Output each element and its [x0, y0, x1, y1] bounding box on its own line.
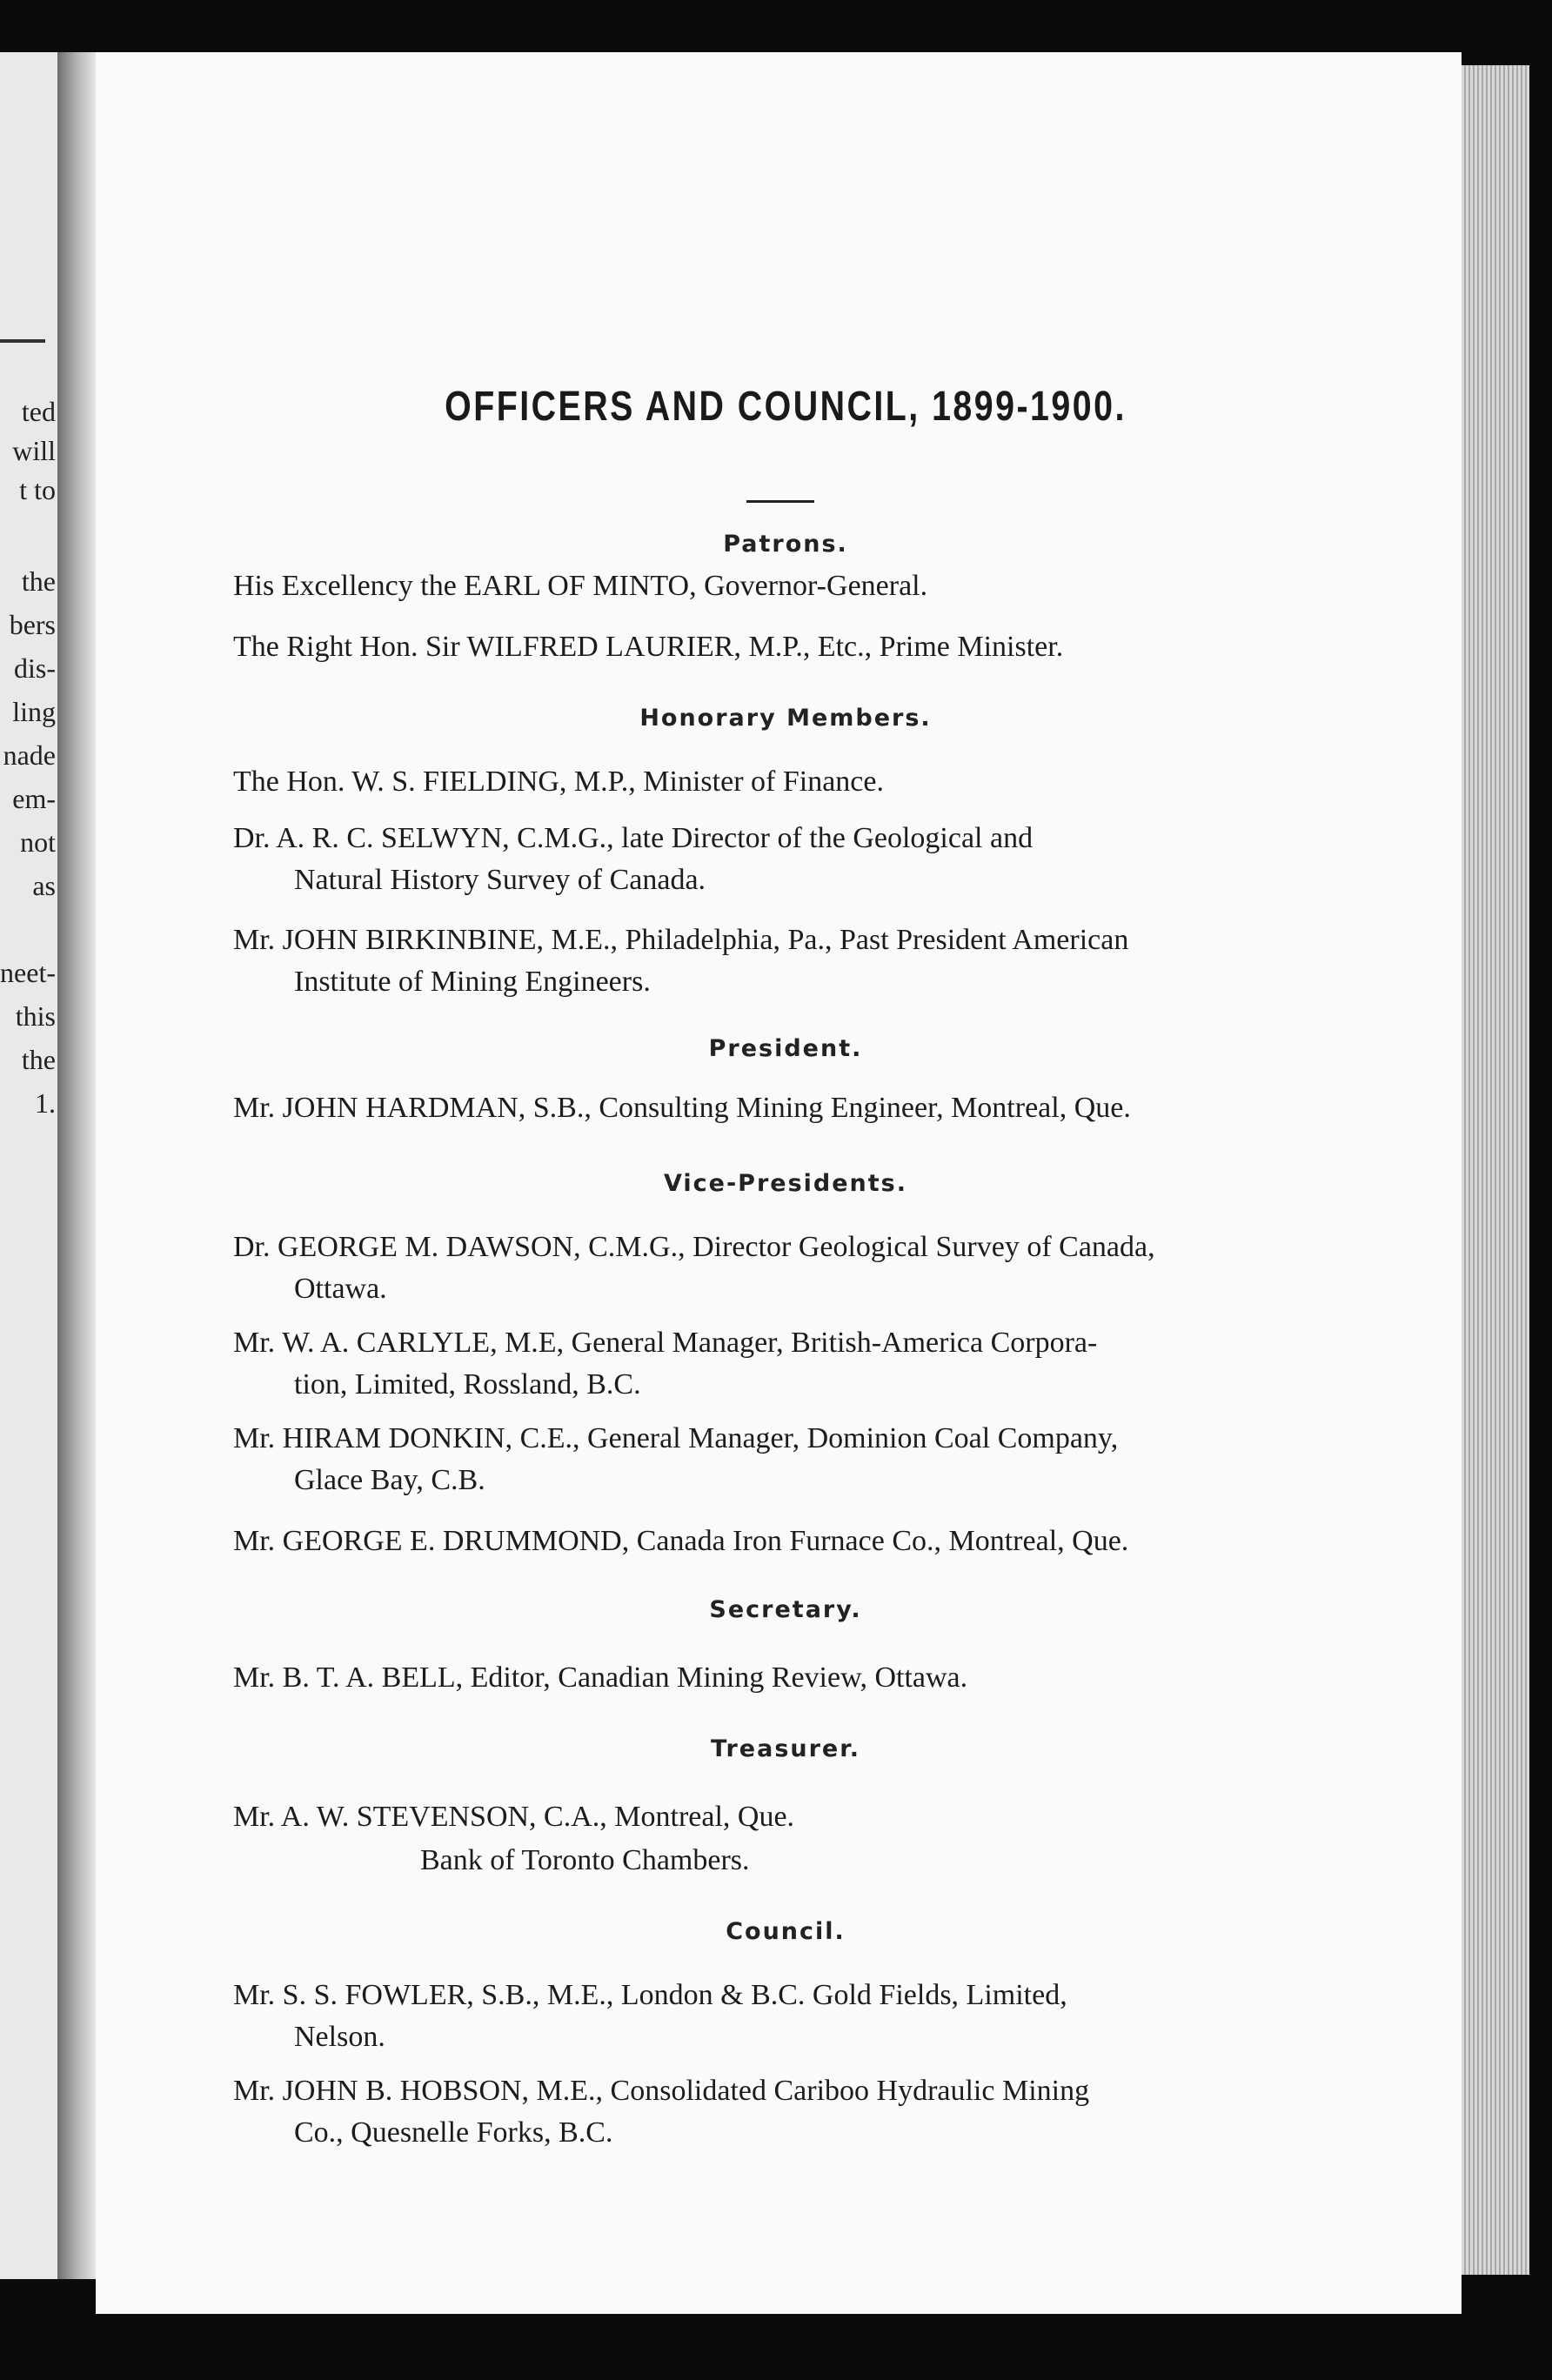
- section-heading-president: President.: [708, 1035, 863, 1062]
- book-page: [96, 52, 1462, 2314]
- entry-continuation: tion, Limited, Rossland, B.C.: [294, 1368, 641, 1401]
- section-heading-vice-presidents: Vice-Presidents.: [663, 1170, 908, 1197]
- entry-line: His Excellency the EARL OF MINTO, Governor-General.: [233, 570, 928, 602]
- facing-page-fragment: will: [12, 435, 56, 466]
- facing-page-fragment: not: [20, 826, 56, 858]
- facing-page-fragment: the: [21, 565, 56, 597]
- entry-continuation: Institute of Mining Engineers.: [294, 966, 651, 998]
- facing-page-fragment: 1.: [35, 1087, 56, 1119]
- entry-line: Mr. JOHN HARDMAN, S.B., Consulting Mining Engineer, Montreal, Que.: [233, 1092, 1131, 1124]
- entry-continuation: Nelson.: [294, 2021, 385, 2053]
- entry-line: Mr. JOHN BIRKINBINE, M.E., Philadelphia, Pa., Past President American: [233, 924, 1129, 956]
- facing-page-strip: [0, 52, 64, 2279]
- facing-page-rule: [0, 339, 45, 343]
- book-gutter-shadow: [57, 52, 101, 2279]
- entry-line: Mr. HIRAM DONKIN, C.E., General Manager, Dominion Coal Company,: [233, 1422, 1119, 1454]
- entry-line: The Right Hon. Sir WILFRED LAURIER, M.P., Etc., Prime Minister.: [233, 631, 1064, 663]
- entry-line: Dr. GEORGE M. DAWSON, C.M.G., Director Geological Survey of Canada,: [233, 1231, 1155, 1263]
- section-heading-secretary: Secretary.: [709, 1596, 862, 1623]
- entry-line: Mr. GEORGE E. DRUMMOND, Canada Iron Furnace Co., Montreal, Que.: [233, 1525, 1129, 1557]
- title-rule: [746, 500, 814, 503]
- entry-line: Mr. A. W. STEVENSON, C.A., Montreal, Que.: [233, 1801, 795, 1833]
- facing-page-fragment: t to: [19, 474, 56, 505]
- entry-continuation: Glace Bay, C.B.: [294, 1464, 485, 1496]
- entry-line: Mr. JOHN B. HOBSON, M.E., Consolidated Cariboo Hydraulic Mining: [233, 2075, 1090, 2107]
- entry-line: Dr. A. R. C. SELWYN, C.M.G., late Director of the Geological and: [233, 822, 1034, 854]
- page-title: OFFICERS AND COUNCIL, 1899-1900.: [445, 384, 1127, 430]
- entry-continuation: Ottawa.: [294, 1273, 387, 1305]
- facing-page-fragment: nade: [3, 739, 56, 771]
- entry-line: The Hon. W. S. FIELDING, M.P., Minister of Finance.: [233, 765, 884, 798]
- section-heading-treasurer: Treasurer.: [711, 1735, 860, 1762]
- entry-continuation: Co., Quesnelle Forks, B.C.: [294, 2116, 613, 2149]
- facing-page-fragment: bers: [9, 609, 56, 640]
- entry-continuation: Bank of Toronto Chambers.: [420, 1844, 750, 1876]
- facing-page-fragment: this: [15, 1000, 56, 1032]
- facing-page-fragment: dis-: [14, 652, 56, 684]
- page-block-edge: [1462, 65, 1529, 2275]
- facing-page-fragment: em-: [12, 783, 56, 814]
- section-heading-council: Council.: [726, 1918, 846, 1945]
- facing-page-fragment: neet-: [0, 957, 56, 988]
- facing-page-fragment: ted: [21, 396, 56, 427]
- entry-line: Mr. S. S. FOWLER, S.B., M.E., London & B.C. Gold Fields, Limited,: [233, 1979, 1067, 2011]
- section-heading-patrons: Patrons.: [723, 531, 848, 558]
- entry-line: Mr. B. T. A. BELL, Editor, Canadian Mining Review, Ottawa.: [233, 1661, 968, 1694]
- entry-continuation: Natural History Survey of Canada.: [294, 864, 706, 896]
- facing-page-fragment: ling: [12, 696, 56, 727]
- section-heading-honorary-members: Honorary Members.: [639, 705, 932, 732]
- facing-page-fragment: the: [21, 1044, 56, 1075]
- facing-page-fragment: as: [32, 870, 56, 901]
- entry-line: Mr. W. A. CARLYLE, M.E, General Manager, British-America Corpora-: [233, 1327, 1098, 1359]
